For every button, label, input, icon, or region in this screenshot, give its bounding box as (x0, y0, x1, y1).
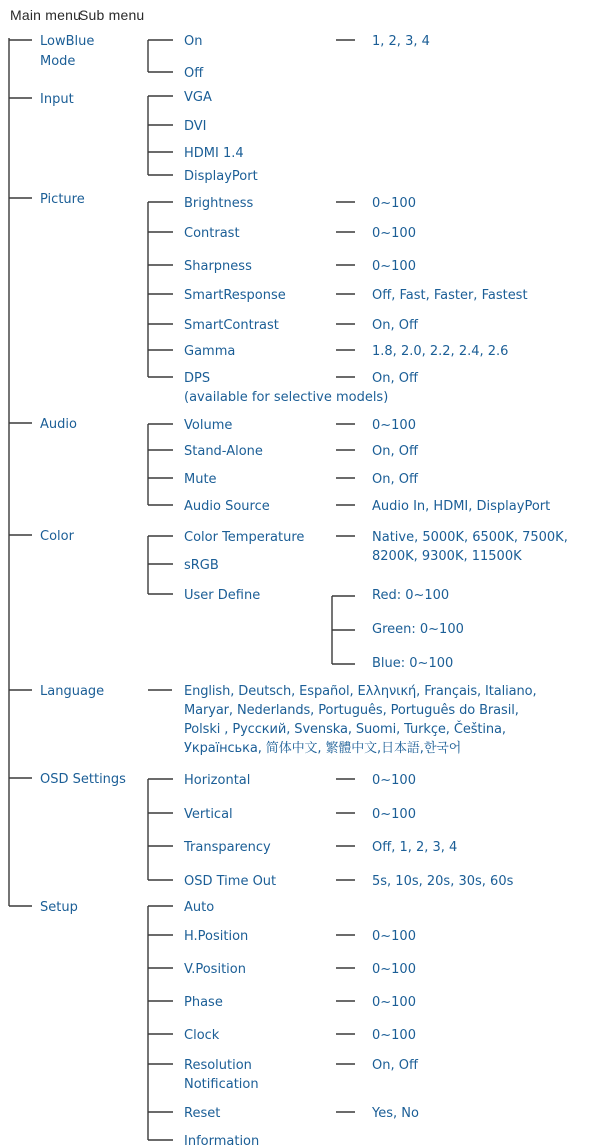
sub-menu-on: On (184, 34, 203, 49)
language-list: English, Deutsch, Español, Ελληνική, Français, Italiano, Maryar, Nederlands, Português, Português do Brasil, Polski , Русский, Svenska, Suomi, Turkçe, Čeština, Українська, 简体中文, 繁體中文,日本語,한국어 (184, 684, 537, 756)
sub-menu-vertical: Vertical (184, 807, 233, 822)
header-main-menu: Main menu (10, 7, 82, 23)
user-define-blue-0-100: Blue: 0~100 (372, 656, 454, 671)
sub-menu-off: Off (184, 66, 204, 81)
value-transparency: Off, 1, 2, 3, 4 (372, 840, 458, 855)
value-resolution: On, Off (372, 1058, 418, 1073)
sub-menu-reset: Reset (184, 1106, 221, 1121)
main-menu-lowblue: LowBlue Mode (40, 34, 95, 69)
sub-menu-displayport: DisplayPort (184, 169, 258, 184)
sub-menu-resolution: Resolution Notification (184, 1058, 259, 1092)
sub-menu-transparency: Transparency (184, 840, 271, 855)
main-menu-color: Color (40, 529, 74, 544)
value-phase: 0~100 (372, 995, 416, 1010)
sub-menu-user-define: User Define (184, 588, 261, 603)
main-menu-setup: Setup (40, 900, 78, 915)
sub-menu-stand-alone: Stand-Alone (184, 444, 263, 459)
sub-menu-dvi: DVI (184, 119, 207, 134)
sub-menu-audio-source: Audio Source (184, 499, 270, 514)
value-gamma: 1.8, 2.0, 2.2, 2.4, 2.6 (372, 344, 509, 359)
sub-menu-color-temperature: Color Temperature (184, 530, 305, 545)
sub-menu-contrast: Contrast (184, 226, 240, 241)
value-contrast: 0~100 (372, 226, 416, 241)
value-audio-source: Audio In, HDMI, DisplayPort (372, 499, 551, 514)
user-define-green-0-100: Green: 0~100 (372, 622, 464, 637)
sub-menu-horizontal: Horizontal (184, 773, 251, 788)
header-sub-menu: Sub menu (79, 7, 145, 23)
value-smartresponse: Off, Fast, Faster, Fastest (372, 288, 528, 303)
value-stand-alone: On, Off (372, 444, 418, 459)
sub-menu-auto: Auto (184, 900, 215, 915)
sub-menu-h-position: H.Position (184, 929, 249, 944)
sub-menu-smartresponse: SmartResponse (184, 288, 286, 303)
value-smartcontrast: On, Off (372, 318, 418, 333)
user-define-red-0-100: Red: 0~100 (372, 588, 450, 603)
value-on: 1, 2, 3, 4 (372, 34, 430, 49)
sub-menu-osd-time-out: OSD Time Out (184, 874, 277, 889)
sub-menu-information: Information (184, 1134, 260, 1148)
main-menu-osd-settings: OSD Settings (40, 772, 126, 787)
main-menu-picture: Picture (40, 192, 85, 207)
value-mute: On, Off (372, 472, 418, 487)
sub-menu-hdmi-1-4: HDMI 1.4 (184, 146, 244, 161)
value-dps: On, Off (372, 371, 418, 386)
sub-menu-vga: VGA (184, 90, 212, 105)
sub-menu-dps: DPS (available for selective models) (184, 371, 389, 405)
sub-menu-gamma: Gamma (184, 344, 236, 359)
value-sharpness: 0~100 (372, 259, 416, 274)
main-menu-language: Language (40, 684, 105, 699)
sub-menu-srgb: sRGB (184, 558, 219, 573)
sub-menu-mute: Mute (184, 472, 217, 487)
sub-menu-smartcontrast: SmartContrast (184, 318, 279, 333)
value-v-position: 0~100 (372, 962, 416, 977)
value-volume: 0~100 (372, 418, 416, 433)
value-vertical: 0~100 (372, 807, 416, 822)
value-osd-time-out: 5s, 10s, 20s, 30s, 60s (372, 874, 514, 889)
main-menu-audio: Audio (40, 417, 77, 432)
value-horizontal: 0~100 (372, 773, 416, 788)
sub-menu-sharpness: Sharpness (184, 259, 252, 274)
main-menu-input: Input (40, 92, 74, 107)
value-clock: 0~100 (372, 1028, 416, 1043)
value-brightness: 0~100 (372, 196, 416, 211)
value-color-temperature: Native, 5000K, 6500K, 7500K, 8200K, 9300K, 11500K (372, 530, 568, 564)
sub-menu-brightness: Brightness (184, 196, 254, 211)
sub-menu-v-position: V.Position (184, 962, 246, 977)
value-h-position: 0~100 (372, 929, 416, 944)
value-reset: Yes, No (372, 1106, 419, 1121)
sub-menu-phase: Phase (184, 995, 223, 1010)
sub-menu-clock: Clock (184, 1028, 220, 1043)
sub-menu-volume: Volume (184, 418, 233, 433)
